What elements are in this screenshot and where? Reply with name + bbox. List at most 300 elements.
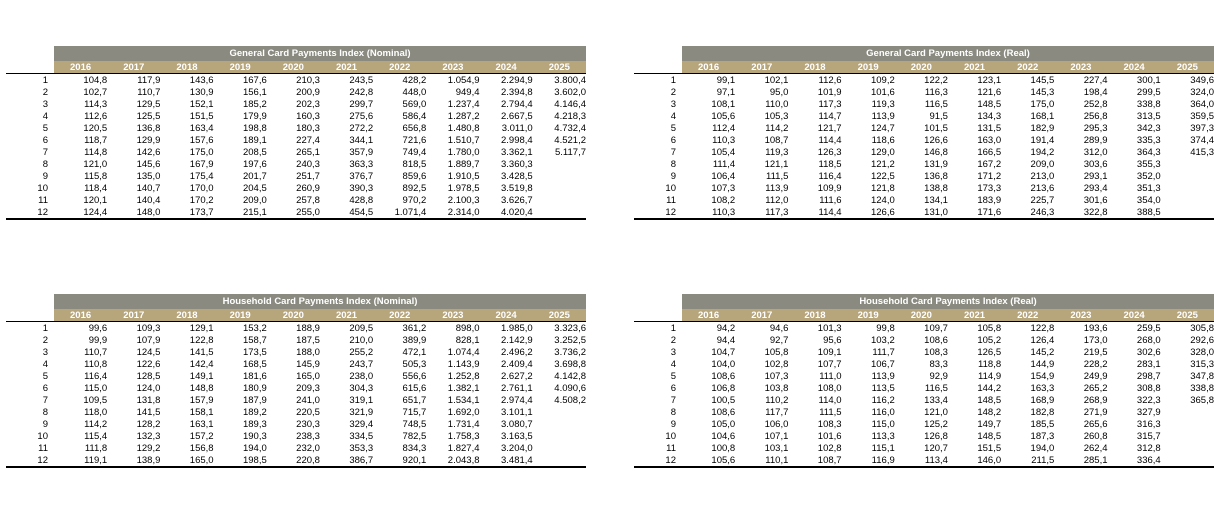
value-cell: 111,0: [819, 370, 842, 382]
value-cell: 102,1: [735, 74, 788, 87]
value-cell: [1161, 158, 1214, 170]
value-cell: 108,0: [817, 382, 842, 394]
value-cell: 105,4: [711, 146, 736, 158]
value-cell: 316,3: [1136, 418, 1161, 430]
value-cell: 428,2: [373, 74, 426, 87]
value-cell: 2.142,9: [500, 334, 533, 346]
value-cell: 171,6: [948, 206, 1001, 219]
value-cell: 321,9: [349, 406, 374, 418]
value-cell: 175,0: [1030, 98, 1055, 110]
value-cell: 389,9: [402, 334, 427, 346]
value-cell: 303,6: [1083, 158, 1108, 170]
value-cell: 220,8: [267, 454, 320, 467]
value-cell: 268,0: [1136, 334, 1161, 346]
month-label: 4: [670, 358, 676, 370]
value-cell: 256,8: [1083, 110, 1108, 122]
value-cell: 334,5: [349, 430, 374, 442]
value-cell: 227,4: [296, 134, 320, 146]
value-cell: 353,3: [349, 442, 374, 454]
value-cell: 157,2: [189, 430, 214, 442]
value-cell: 1.237,4: [447, 98, 480, 110]
value-cell: 128,5: [136, 370, 161, 382]
value-cell: 232,0: [296, 442, 320, 454]
value-cell: 105,6: [682, 454, 735, 467]
value-cell: 144,9: [1030, 358, 1055, 370]
value-cell: 243,7: [349, 358, 374, 370]
value-cell: 4.218,3: [554, 110, 586, 122]
value-cell: 3.323,6: [533, 322, 586, 335]
value-cell: 110,3: [682, 206, 735, 219]
value-cell: 1.758,3: [447, 430, 480, 442]
value-cell: [533, 170, 586, 182]
table-row: [634, 194, 1214, 206]
table-row: [6, 454, 586, 467]
value-cell: 109,9: [817, 182, 842, 194]
year-header: 2018: [160, 61, 213, 74]
value-cell: 295,3: [1083, 122, 1108, 134]
value-cell: 182,9: [1030, 122, 1055, 134]
value-cell: 148,5: [977, 430, 1002, 442]
year-header: 2023: [1054, 309, 1107, 322]
value-cell: 106,0: [764, 418, 789, 430]
value-cell: 1.074,4: [447, 346, 480, 358]
value-cell: 1.534,1: [447, 394, 480, 406]
table-row: [6, 442, 586, 454]
value-cell: 304,3: [349, 382, 374, 394]
value-cell: 230,3: [296, 418, 320, 430]
value-cell: 208,5: [242, 146, 267, 158]
table-row: [6, 418, 586, 430]
value-cell: 315,7: [1136, 430, 1161, 442]
value-cell: 898,0: [426, 322, 479, 335]
value-cell: 299,7: [349, 98, 374, 110]
value-cell: 133,4: [924, 394, 948, 406]
value-cell: 168,9: [1030, 394, 1055, 406]
table-row: [6, 146, 586, 158]
value-cell: 180,9: [242, 382, 267, 394]
table-row: [634, 430, 1214, 442]
value-cell: 92,9: [929, 370, 948, 382]
value-cell: 112,6: [84, 110, 108, 122]
value-cell: 170,2: [189, 194, 214, 206]
table-row: [634, 394, 1214, 406]
value-cell: 1.978,5: [447, 182, 480, 194]
value-cell: 202,3: [296, 98, 320, 110]
table-title: Household Card Payments Index (Real): [682, 294, 1214, 309]
value-cell: 108,3: [924, 346, 948, 358]
value-cell: 2.314,0: [426, 206, 479, 219]
value-cell: 116,3: [924, 86, 948, 98]
value-cell: 116,9: [842, 454, 895, 467]
value-cell: 859,6: [402, 170, 427, 182]
value-cell: 122,8: [1001, 322, 1054, 335]
table-row: [6, 134, 586, 146]
table-row: [6, 170, 586, 182]
value-cell: 107,3: [711, 182, 736, 194]
value-cell: 301,6: [1083, 194, 1108, 206]
value-cell: 101,9: [817, 86, 842, 98]
year-header: 2016: [682, 61, 735, 74]
value-cell: 390,3: [349, 182, 374, 194]
value-cell: 268,9: [1083, 394, 1108, 406]
value-cell: 92,7: [769, 334, 789, 346]
value-cell: 157,9: [189, 394, 214, 406]
value-cell: 173,5: [242, 346, 267, 358]
month-label: 2: [670, 86, 676, 98]
value-cell: 116,2: [871, 394, 895, 406]
table-row: [634, 322, 1214, 335]
value-cell: [533, 194, 586, 206]
value-cell: 146,0: [948, 454, 1001, 467]
value-cell: 349,6: [1161, 74, 1214, 87]
value-cell: 305,8: [1161, 322, 1214, 335]
value-cell: 324,0: [1190, 86, 1214, 98]
value-cell: 293,1: [1083, 170, 1108, 182]
value-cell: 118,7: [84, 134, 108, 146]
value-cell: 197,6: [242, 158, 267, 170]
value-cell: 351,3: [1136, 182, 1161, 194]
table-row: [634, 358, 1214, 370]
value-cell: 151,5: [189, 110, 214, 122]
value-cell: 338,8: [1136, 98, 1161, 110]
value-cell: 749,4: [402, 146, 427, 158]
value-cell: [533, 430, 586, 442]
value-cell: 119,3: [765, 146, 789, 158]
value-cell: 3.360,3: [500, 158, 533, 170]
year-header: 2022: [373, 61, 426, 74]
value-cell: 114,8: [84, 146, 108, 158]
table-row: [634, 98, 1214, 110]
year-header: 2017: [107, 309, 160, 322]
value-cell: 228,2: [1083, 358, 1108, 370]
value-cell: 121,6: [977, 86, 1002, 98]
month-label: 7: [42, 146, 48, 158]
value-cell: 106,8: [711, 382, 736, 394]
value-cell: 109,3: [107, 322, 160, 335]
value-cell: 1.382,1: [447, 382, 480, 394]
value-cell: 148,5: [977, 394, 1002, 406]
value-cell: 111,4: [712, 158, 736, 170]
value-cell: 140,7: [136, 182, 161, 194]
corner-cell: [6, 46, 54, 61]
value-cell: 189,3: [242, 418, 267, 430]
value-cell: 126,6: [842, 206, 895, 219]
value-cell: 220,5: [296, 406, 320, 418]
value-cell: 173,0: [1083, 334, 1108, 346]
value-cell: [533, 406, 586, 418]
value-cell: 113,5: [871, 382, 895, 394]
value-cell: 1.731,4: [447, 418, 480, 430]
month-label: 8: [42, 158, 48, 170]
value-cell: 255,2: [349, 346, 374, 358]
value-cell: 95,6: [823, 334, 842, 346]
value-cell: 3.800,4: [533, 74, 586, 87]
value-cell: 110,7: [84, 346, 108, 358]
value-cell: 124,0: [136, 382, 161, 394]
value-cell: 210,3: [267, 74, 320, 87]
value-cell: 834,3: [402, 442, 427, 454]
value-cell: 329,4: [349, 418, 374, 430]
value-cell: 354,0: [1136, 194, 1161, 206]
value-cell: 117,9: [107, 74, 160, 87]
value-cell: 114,2: [84, 418, 108, 430]
month-label: 1: [634, 322, 682, 335]
table-row: [6, 98, 586, 110]
value-cell: 131,9: [924, 158, 948, 170]
value-cell: 2.409,4: [500, 358, 533, 370]
month-label: 3: [42, 346, 48, 358]
value-cell: 219,5: [1083, 346, 1108, 358]
value-cell: 118,4: [84, 182, 108, 194]
value-cell: 238,3: [296, 430, 320, 442]
value-cell: 300,1: [1108, 74, 1161, 87]
value-cell: 125,2: [924, 418, 948, 430]
value-cell: 3.602,0: [554, 86, 586, 98]
value-cell: 124,4: [54, 206, 107, 219]
month-label: 9: [42, 170, 48, 182]
value-cell: 124,0: [870, 194, 895, 206]
value-cell: 111,8: [84, 442, 108, 454]
value-cell: 1.480,8: [447, 122, 480, 134]
value-cell: 145,3: [1030, 86, 1055, 98]
year-header: 2023: [1054, 61, 1107, 74]
value-cell: 1.889,7: [447, 158, 480, 170]
value-cell: 122,2: [895, 74, 948, 87]
value-cell: 185,2: [242, 98, 267, 110]
value-cell: 110,1: [735, 454, 788, 467]
month-label: 1: [6, 322, 54, 335]
value-cell: 121,0: [924, 406, 948, 418]
year-header: 2018: [788, 61, 841, 74]
value-cell: 194,2: [1030, 146, 1055, 158]
corner-cell: [634, 46, 682, 61]
value-cell: 120,1: [83, 194, 108, 206]
table-row: [634, 86, 1214, 98]
value-cell: 289,9: [1083, 134, 1108, 146]
value-cell: 322,8: [1054, 206, 1107, 219]
value-cell: 158,7: [242, 334, 267, 346]
table-row: [634, 334, 1214, 346]
year-header: 2020: [895, 61, 948, 74]
value-cell: 3.204,0: [500, 442, 533, 454]
value-cell: 108,7: [788, 454, 841, 467]
year-header: 2021: [320, 309, 373, 322]
value-cell: 143,6: [160, 74, 213, 87]
value-cell: 920,1: [373, 454, 426, 467]
index-table: [6, 46, 586, 220]
table-row: [6, 74, 586, 87]
value-cell: 249,9: [1083, 370, 1108, 382]
value-cell: 210,0: [349, 334, 374, 346]
value-cell: 118,5: [818, 158, 842, 170]
value-cell: 2.667,5: [500, 110, 533, 122]
value-cell: 4.146,4: [554, 98, 586, 110]
year-header: 2017: [107, 61, 160, 74]
value-cell: 158,1: [189, 406, 214, 418]
value-cell: 109,5: [83, 394, 108, 406]
value-cell: 111,5: [766, 170, 789, 182]
value-cell: 101,3: [788, 322, 841, 335]
value-cell: 4.732,4: [554, 122, 586, 134]
value-cell: 112,0: [765, 194, 789, 206]
month-label: 12: [6, 206, 54, 219]
value-cell: 104,0: [711, 358, 736, 370]
value-cell: 141,5: [136, 406, 161, 418]
value-cell: 241,0: [296, 394, 320, 406]
value-cell: 344,1: [349, 134, 374, 146]
value-cell: 148,5: [977, 98, 1002, 110]
value-cell: 110,0: [765, 98, 789, 110]
value-cell: 209,0: [1030, 158, 1055, 170]
table-row: [6, 182, 586, 194]
value-cell: 108,7: [764, 134, 789, 146]
value-cell: 115,4: [84, 430, 108, 442]
value-cell: 5.117,7: [555, 146, 586, 158]
value-cell: 312,8: [1136, 442, 1161, 454]
value-cell: 101,5: [924, 122, 948, 134]
value-cell: 252,8: [1083, 98, 1108, 110]
table-row: [634, 146, 1214, 158]
value-cell: 126,6: [924, 134, 948, 146]
value-cell: 721,6: [402, 134, 427, 146]
month-label: 6: [670, 382, 676, 394]
value-cell: 1.252,8: [447, 370, 480, 382]
value-cell: 188,0: [296, 346, 320, 358]
value-cell: 148,0: [107, 206, 160, 219]
year-header: 2017: [735, 61, 788, 74]
value-cell: 108,6: [711, 370, 736, 382]
corner-cell: [6, 61, 54, 74]
value-cell: 111,5: [819, 406, 842, 418]
value-cell: 168,1: [1030, 110, 1055, 122]
value-cell: 2.998,4: [500, 134, 533, 146]
table-title: General Card Payments Index (Nominal): [54, 46, 586, 61]
value-cell: 94,6: [735, 322, 788, 335]
value-cell: 315,3: [1190, 358, 1214, 370]
month-label: 2: [670, 334, 676, 346]
value-cell: 364,0: [1190, 98, 1214, 110]
month-label: 12: [634, 454, 682, 467]
value-cell: 121,2: [870, 158, 895, 170]
value-cell: 122,6: [136, 358, 161, 370]
value-cell: 113,9: [871, 110, 895, 122]
month-label: 7: [42, 394, 48, 406]
value-cell: 308,8: [1136, 382, 1161, 394]
value-cell: 556,6: [402, 370, 427, 382]
value-cell: 153,2: [214, 322, 267, 335]
corner-cell: [6, 309, 54, 322]
value-cell: 265,6: [1083, 418, 1108, 430]
value-cell: 115,0: [871, 418, 895, 430]
value-cell: [1161, 194, 1214, 206]
value-cell: 114,2: [765, 122, 789, 134]
value-cell: 168,5: [242, 358, 267, 370]
value-cell: 144,2: [977, 382, 1002, 394]
corner-cell: [634, 309, 682, 322]
value-cell: 130,9: [189, 86, 214, 98]
value-cell: 376,7: [349, 170, 374, 182]
year-header: 2021: [948, 309, 1001, 322]
year-header: 2020: [267, 61, 320, 74]
value-cell: 99,6: [54, 322, 107, 335]
year-header: 2018: [160, 309, 213, 322]
corner-cell: [6, 294, 54, 309]
value-cell: 191,4: [1030, 134, 1055, 146]
value-cell: 336,4: [1108, 454, 1161, 467]
value-cell: 126,3: [817, 146, 842, 158]
value-cell: 131,8: [136, 394, 161, 406]
value-cell: 114,0: [818, 394, 842, 406]
year-header: 2017: [735, 309, 788, 322]
value-cell: 651,7: [402, 394, 427, 406]
value-cell: 126,8: [924, 430, 948, 442]
value-cell: 335,3: [1136, 134, 1161, 146]
table-title: General Card Payments Index (Real): [682, 46, 1214, 61]
value-cell: 285,1: [1054, 454, 1107, 467]
value-cell: 118,8: [978, 358, 1002, 370]
value-cell: 163,1: [189, 418, 214, 430]
table-household-real: [634, 294, 1214, 468]
value-cell: 1.910,5: [447, 170, 480, 182]
value-cell: 120,7: [924, 442, 948, 454]
month-label: 5: [42, 370, 48, 382]
value-cell: 106,7: [870, 358, 895, 370]
value-cell: 892,5: [402, 182, 427, 194]
value-cell: 187,3: [1030, 430, 1055, 442]
value-cell: 100,8: [711, 442, 736, 454]
value-cell: 125,5: [136, 110, 161, 122]
value-cell: 129,5: [136, 98, 161, 110]
value-cell: 173,7: [160, 206, 213, 219]
value-cell: [533, 454, 586, 467]
value-cell: 138,9: [107, 454, 160, 467]
value-cell: 113,3: [871, 430, 895, 442]
table-row: [634, 158, 1214, 170]
table-row: [634, 206, 1214, 219]
value-cell: 104,8: [54, 74, 107, 87]
value-cell: 3.101,1: [500, 406, 533, 418]
value-cell: 105,8: [764, 346, 789, 358]
value-cell: 113,9: [871, 370, 895, 382]
value-cell: 1.692,0: [447, 406, 480, 418]
value-cell: 388,5: [1108, 206, 1161, 219]
value-cell: 569,0: [402, 98, 427, 110]
value-cell: 3.698,8: [554, 358, 586, 370]
value-cell: 163,3: [1030, 382, 1055, 394]
value-cell: 4.508,2: [554, 394, 586, 406]
value-cell: 163,4: [189, 122, 214, 134]
year-header: 2021: [320, 61, 373, 74]
value-cell: 271,9: [1083, 406, 1108, 418]
table-row: [634, 74, 1214, 87]
value-cell: 240,3: [296, 158, 320, 170]
value-cell: 114,9: [978, 370, 1002, 382]
value-cell: 101,6: [817, 430, 842, 442]
table-row: [634, 346, 1214, 358]
value-cell: [533, 418, 586, 430]
month-label: 4: [670, 110, 676, 122]
table-row: [634, 122, 1214, 134]
value-cell: 4.521,2: [554, 134, 586, 146]
value-cell: 128,2: [136, 418, 161, 430]
value-cell: 106,4: [711, 170, 736, 182]
table-household-nominal: [6, 294, 586, 468]
table-row: [6, 110, 586, 122]
value-cell: 136,8: [136, 122, 161, 134]
value-cell: 319,1: [349, 394, 374, 406]
value-cell: 3.362,1: [500, 146, 533, 158]
value-cell: 121,8: [870, 182, 895, 194]
